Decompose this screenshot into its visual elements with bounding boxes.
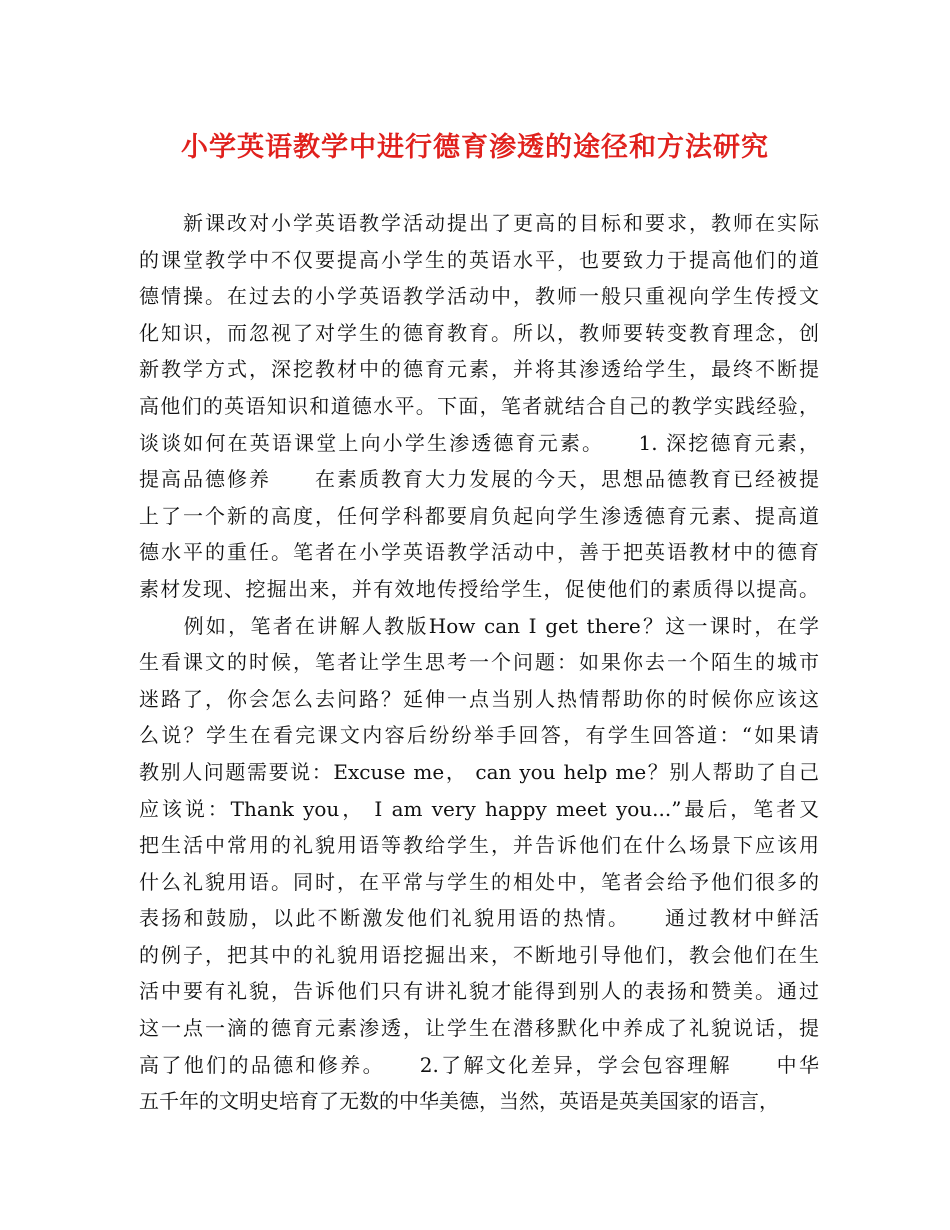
body-line: 么说？学生在看完课文内容后纷纷举手回答，有学生回答道：“如果请	[139, 723, 819, 748]
body-line: 把生活中常用的礼貌用语等教给学生，并告诉他们在什么场景下应该用	[139, 833, 819, 858]
document-title: 小学英语教学中进行德育渗透的途径和方法研究	[181, 132, 769, 163]
body-line: 新课改对小学英语教学活动提出了更高的目标和要求，教师在实际	[139, 211, 819, 235]
body-line: 的例子，把其中的礼貌用语挖掘出来，不断地引导他们，教会他们在生	[139, 942, 819, 967]
body-line: 化知识，而忽视了对学生的德育教育。所以，教师要转变教育理念，创	[139, 320, 819, 345]
body-line: 例如，笔者在讲解人教版How can I get there？这一课时，在学	[139, 613, 819, 638]
body-line: 谈谈如何在英语课堂上向小学生渗透德育元素。 1. 深挖德育元素，	[139, 430, 819, 455]
document-body	[139, 205, 819, 1120]
body-line: 这一点一滴的德育元素渗透，让学生在潜移默化中养成了礼貌说话，提	[139, 1016, 819, 1041]
body-line: 教别人问题需要说：Excuse me， can you help me？别人帮助了自己	[139, 759, 819, 784]
body-line: 德情操。在过去的小学英语教学活动中，教师一般只重视向学生传授文	[139, 284, 819, 309]
body-line: 迷路了，你会怎么去问路？延伸一点当别人热情帮助你的时候你应该这	[139, 686, 819, 711]
body-line: 高他们的英语知识和道德水平。下面，笔者就结合自己的教学实践经验，	[139, 393, 819, 418]
body-line: 生看课文的时候，笔者让学生思考一个问题：如果你去一个陌生的城市	[139, 650, 819, 675]
body-line: 的课堂教学中不仅要提高小学生的英语水平，也要致力于提高他们的道	[139, 247, 819, 272]
body-line: 德水平的重任。笔者在小学英语教学活动中，善于把英语教材中的德育	[139, 540, 819, 565]
body-line: 高了他们的品德和修养。 2.了解文化差异，学会包容理解 中华	[139, 1052, 819, 1077]
body-line: 提高品德修养 在素质教育大力发展的今天，思想品德教育已经被提	[139, 467, 819, 492]
body-line: 五千年的文明史培育了无数的中华美德，当然，英语是英美国家的语言，	[139, 1089, 779, 1114]
body-line: 上了一个新的高度，任何学科都要肩负起向学生渗透德育元素、提高道	[139, 503, 819, 528]
body-line: 应该说：Thank you， I am very happy meet you...”最后，笔者又	[139, 796, 819, 821]
body-line: 新教学方式，深挖教材中的德育元素，并将其渗透给学生，最终不断提	[139, 357, 819, 382]
body-line: 活中要有礼貌，告诉他们只有讲礼貌才能得到别人的表扬和赞美。通过	[139, 979, 819, 1004]
body-line: 什么礼貌用语。同时，在平常与学生的相处中，笔者会给予他们很多的	[139, 869, 819, 894]
body-line: 素材发现、挖掘出来，并有效地传授给学生，促使他们的素质得以提高。	[139, 576, 819, 601]
body-line: 表扬和鼓励，以此不断激发他们礼貌用语的热情。 通过教材中鲜活	[139, 906, 819, 931]
